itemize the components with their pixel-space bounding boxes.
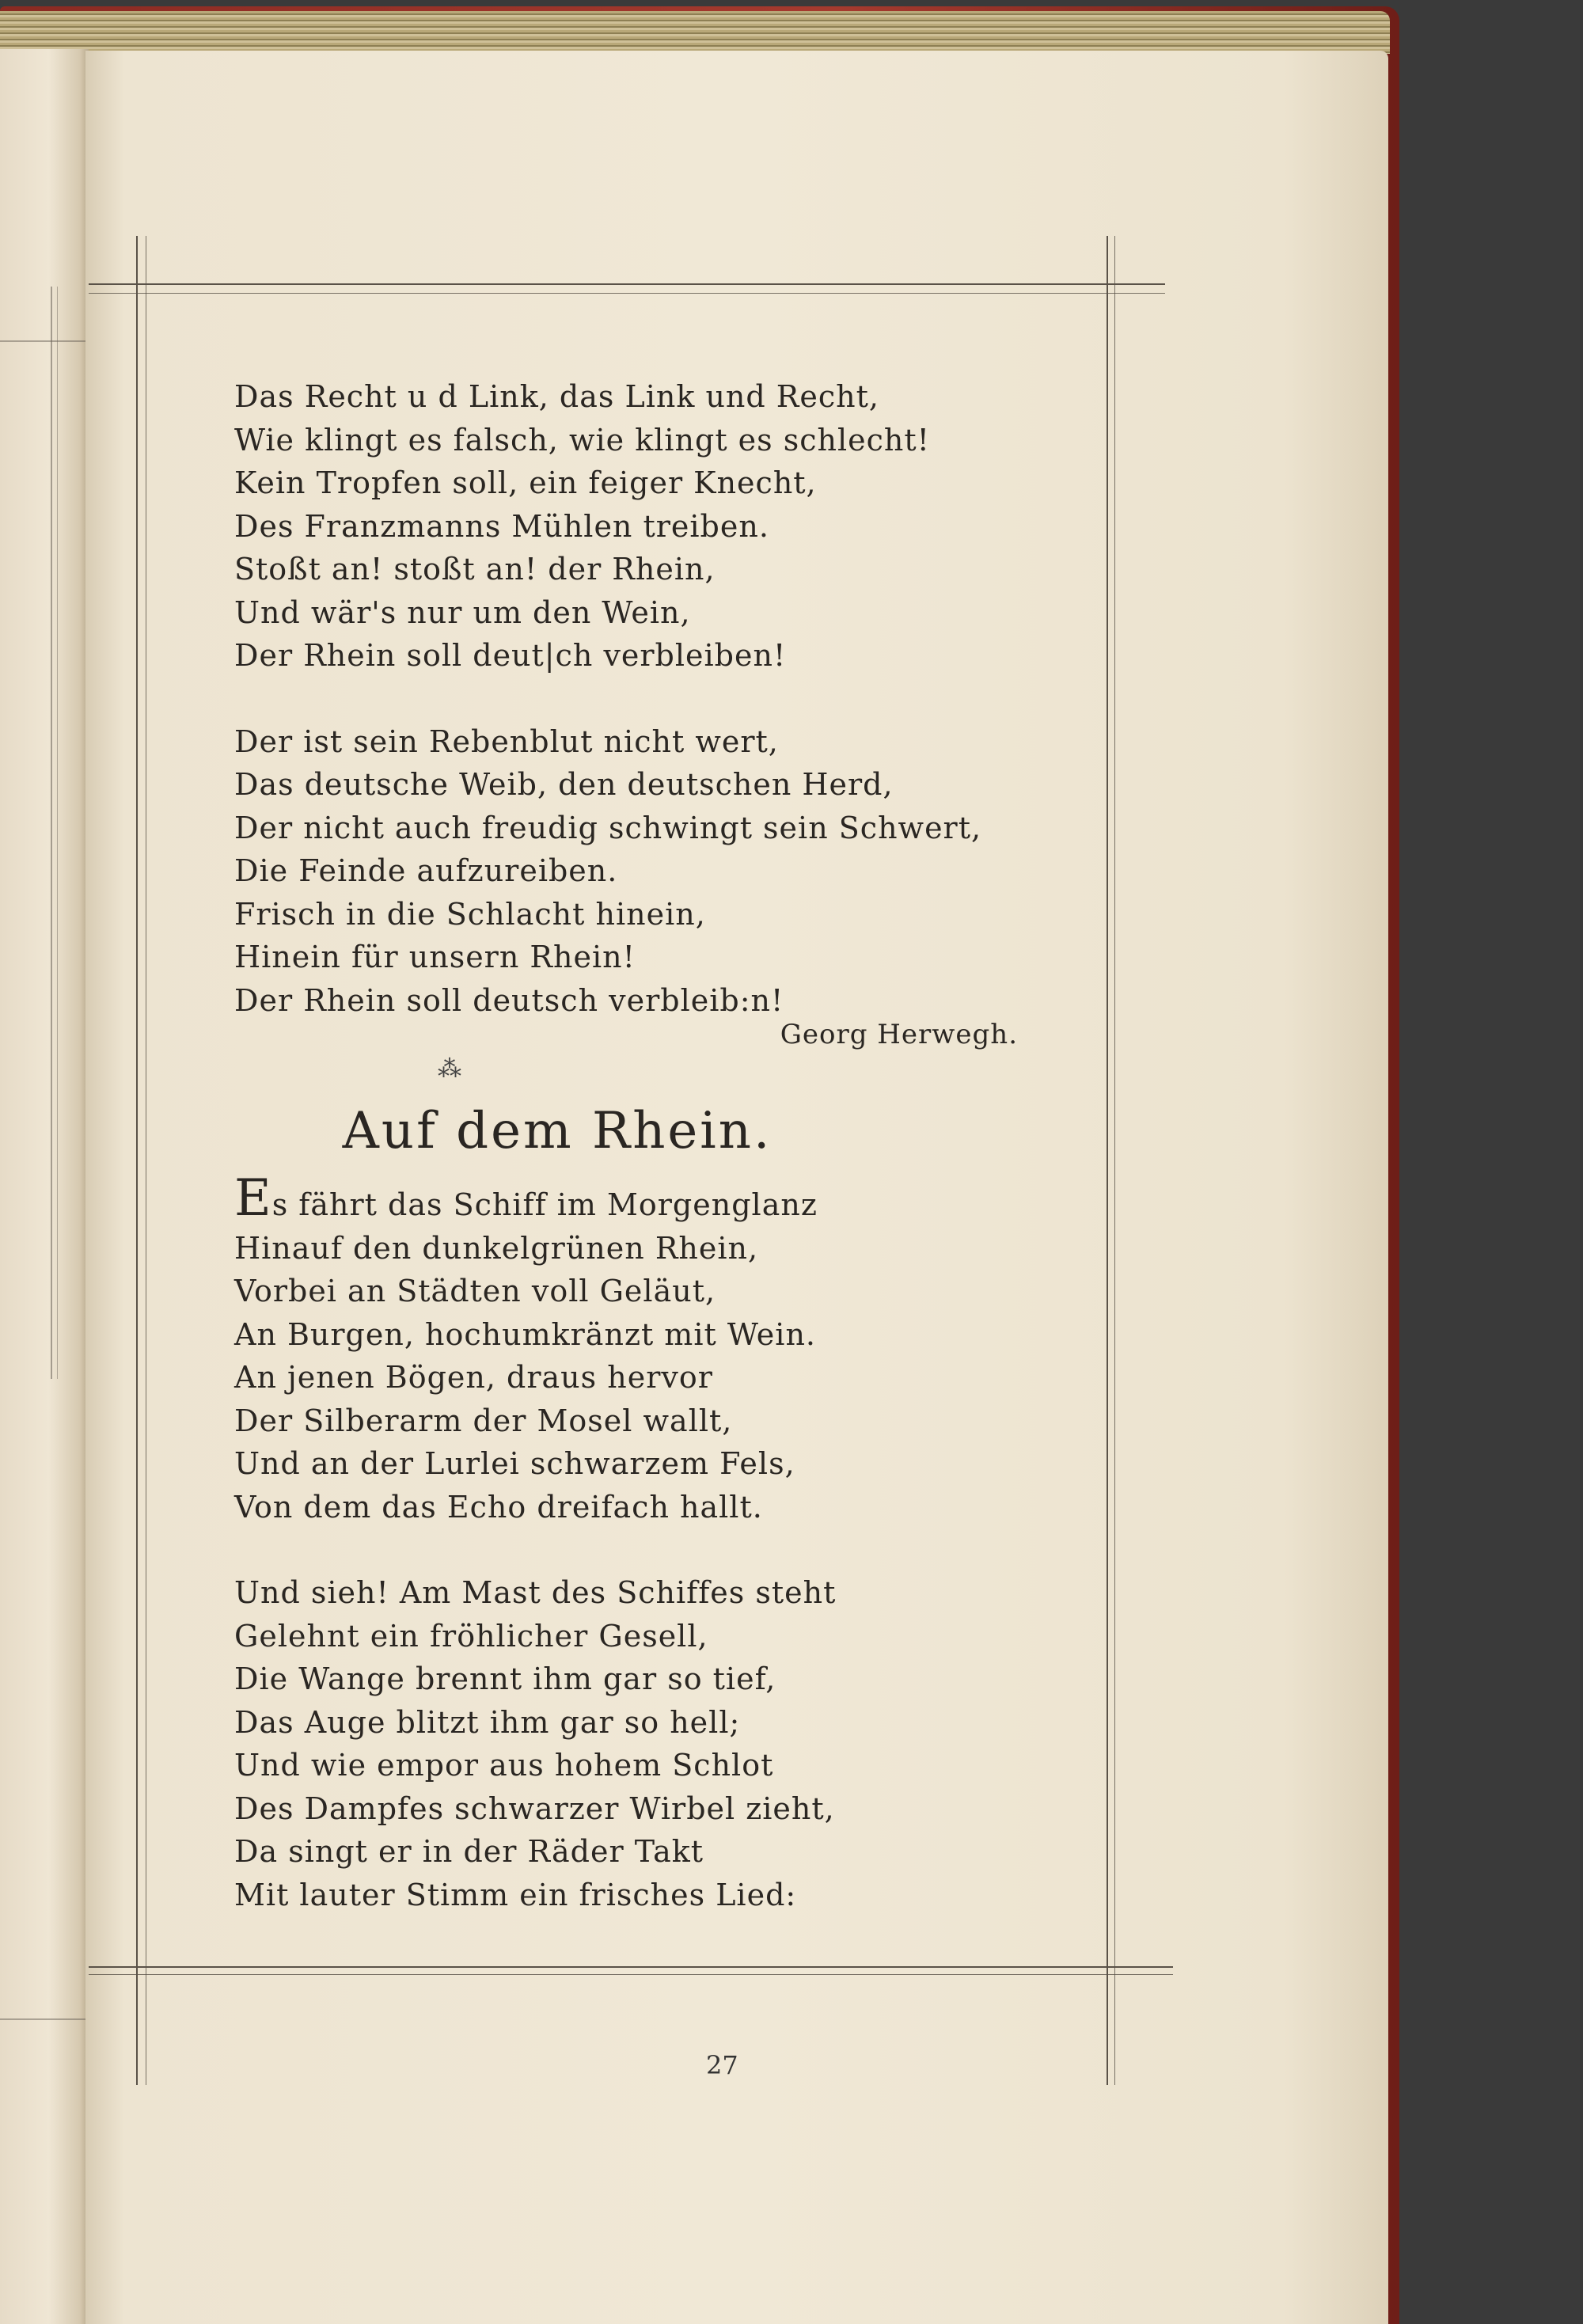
verse-line: Wie klingt es falsch, wie klingt es schlecht! bbox=[234, 422, 930, 458]
poem1-stanza-2 bbox=[234, 720, 1026, 1023]
left-page-frame-line bbox=[0, 340, 89, 342]
frame-left-outer bbox=[136, 236, 138, 2085]
verse-line: Kein Tropfen soll, ein feiger Knecht, bbox=[234, 465, 817, 500]
verse-line: Stoßt an! stoßt an! der Rhein, bbox=[234, 552, 716, 587]
verse-line: Der Silberarm der Mosel wallt, bbox=[234, 1403, 733, 1438]
verse-line: Vorbei an Städten voll Geläut, bbox=[234, 1274, 716, 1308]
frame-top-outer bbox=[89, 283, 1165, 285]
left-facing-page bbox=[0, 49, 89, 2324]
verse-line: Da singt er in der Räder Takt bbox=[234, 1834, 704, 1869]
frame-bottom-outer bbox=[89, 1966, 1173, 1968]
poem2-stanza-2 bbox=[234, 1571, 1026, 1916]
verse-line: Der ist sein Rebenblut nicht wert, bbox=[234, 723, 779, 759]
verse-line-first bbox=[234, 1169, 1026, 1228]
verse-line: Die Wange brennt ihm gar so tief, bbox=[234, 1661, 776, 1696]
verse-line: Hinauf den dunkelgrünen Rhein, bbox=[234, 1230, 759, 1266]
verse-line: An Burgen, hochumkränzt mit Wein. bbox=[234, 1316, 816, 1352]
ornament-divider: ⁂ bbox=[438, 1055, 461, 1083]
verse-line: Das Auge blitzt ihm gar so hell; bbox=[234, 1704, 741, 1740]
verse-line: Das deutsche Weib, den deutschen Herd, bbox=[234, 767, 894, 802]
verse-line: Gelehnt ein fröhlicher Gesell, bbox=[234, 1618, 708, 1654]
frame-right-outer bbox=[1107, 236, 1108, 2085]
verse-line: Frisch in die Schlacht hinein, bbox=[234, 896, 706, 932]
left-page-frame-line bbox=[0, 2018, 89, 2020]
frame-top-inner bbox=[89, 293, 1165, 294]
drop-cap: E bbox=[234, 1169, 272, 1228]
poem1-stanza-1 bbox=[234, 375, 1026, 678]
verse-line: Und wie empor aus hohem Schlot bbox=[234, 1748, 774, 1783]
first-line-text: s fährt das Schiff im Morgenglanz bbox=[271, 1187, 818, 1222]
verse-line: Der nicht auch freudig schwingt sein Schwert, bbox=[234, 810, 982, 845]
verse-line: Und an der Lurlei schwarzem Fels, bbox=[234, 1446, 795, 1481]
verse-line: An jenen Bögen, draus hervor bbox=[234, 1360, 713, 1395]
gilt-page-edges bbox=[0, 11, 1390, 54]
poem2-stanza-1 bbox=[234, 1169, 1026, 1528]
verse-line: Hinein für unsern Rhein! bbox=[234, 940, 636, 974]
poem2-title: Auf dem Rhein. bbox=[342, 1102, 773, 1160]
page-number: 27 bbox=[706, 2050, 738, 2080]
left-page-frame-line bbox=[57, 287, 58, 1379]
verse-line: Der Rhein soll deutsch verbleib:n! bbox=[234, 982, 784, 1018]
page-text bbox=[234, 375, 1026, 1916]
verse-line: Der Rhein soll deut|ch verbleiben! bbox=[234, 638, 787, 673]
verse-line: Und sieh! Am Mast des Schiffes steht bbox=[234, 1575, 837, 1610]
frame-bottom-inner bbox=[89, 1974, 1173, 1975]
verse-line: Mit lauter Stimm ein frisches Lied: bbox=[234, 1877, 797, 1912]
verse-line: Die Feinde aufzureiben. bbox=[234, 853, 618, 888]
verse-line: Und wär's nur um den Wein, bbox=[234, 594, 691, 630]
poem1-attribution: Georg Herwegh. bbox=[780, 1019, 1018, 1050]
left-page-frame-line bbox=[51, 287, 52, 1379]
verse-line: Das Recht u d Link, das Link und Recht, bbox=[234, 379, 879, 414]
verse-line: Des Dampfes schwarzer Wirbel zieht, bbox=[234, 1790, 835, 1826]
verse-line: Von dem das Echo dreifach hallt. bbox=[234, 1489, 763, 1525]
verse-line: Des Franzmanns Mühlen treiben. bbox=[234, 508, 769, 544]
frame-right-inner bbox=[1114, 236, 1115, 2085]
